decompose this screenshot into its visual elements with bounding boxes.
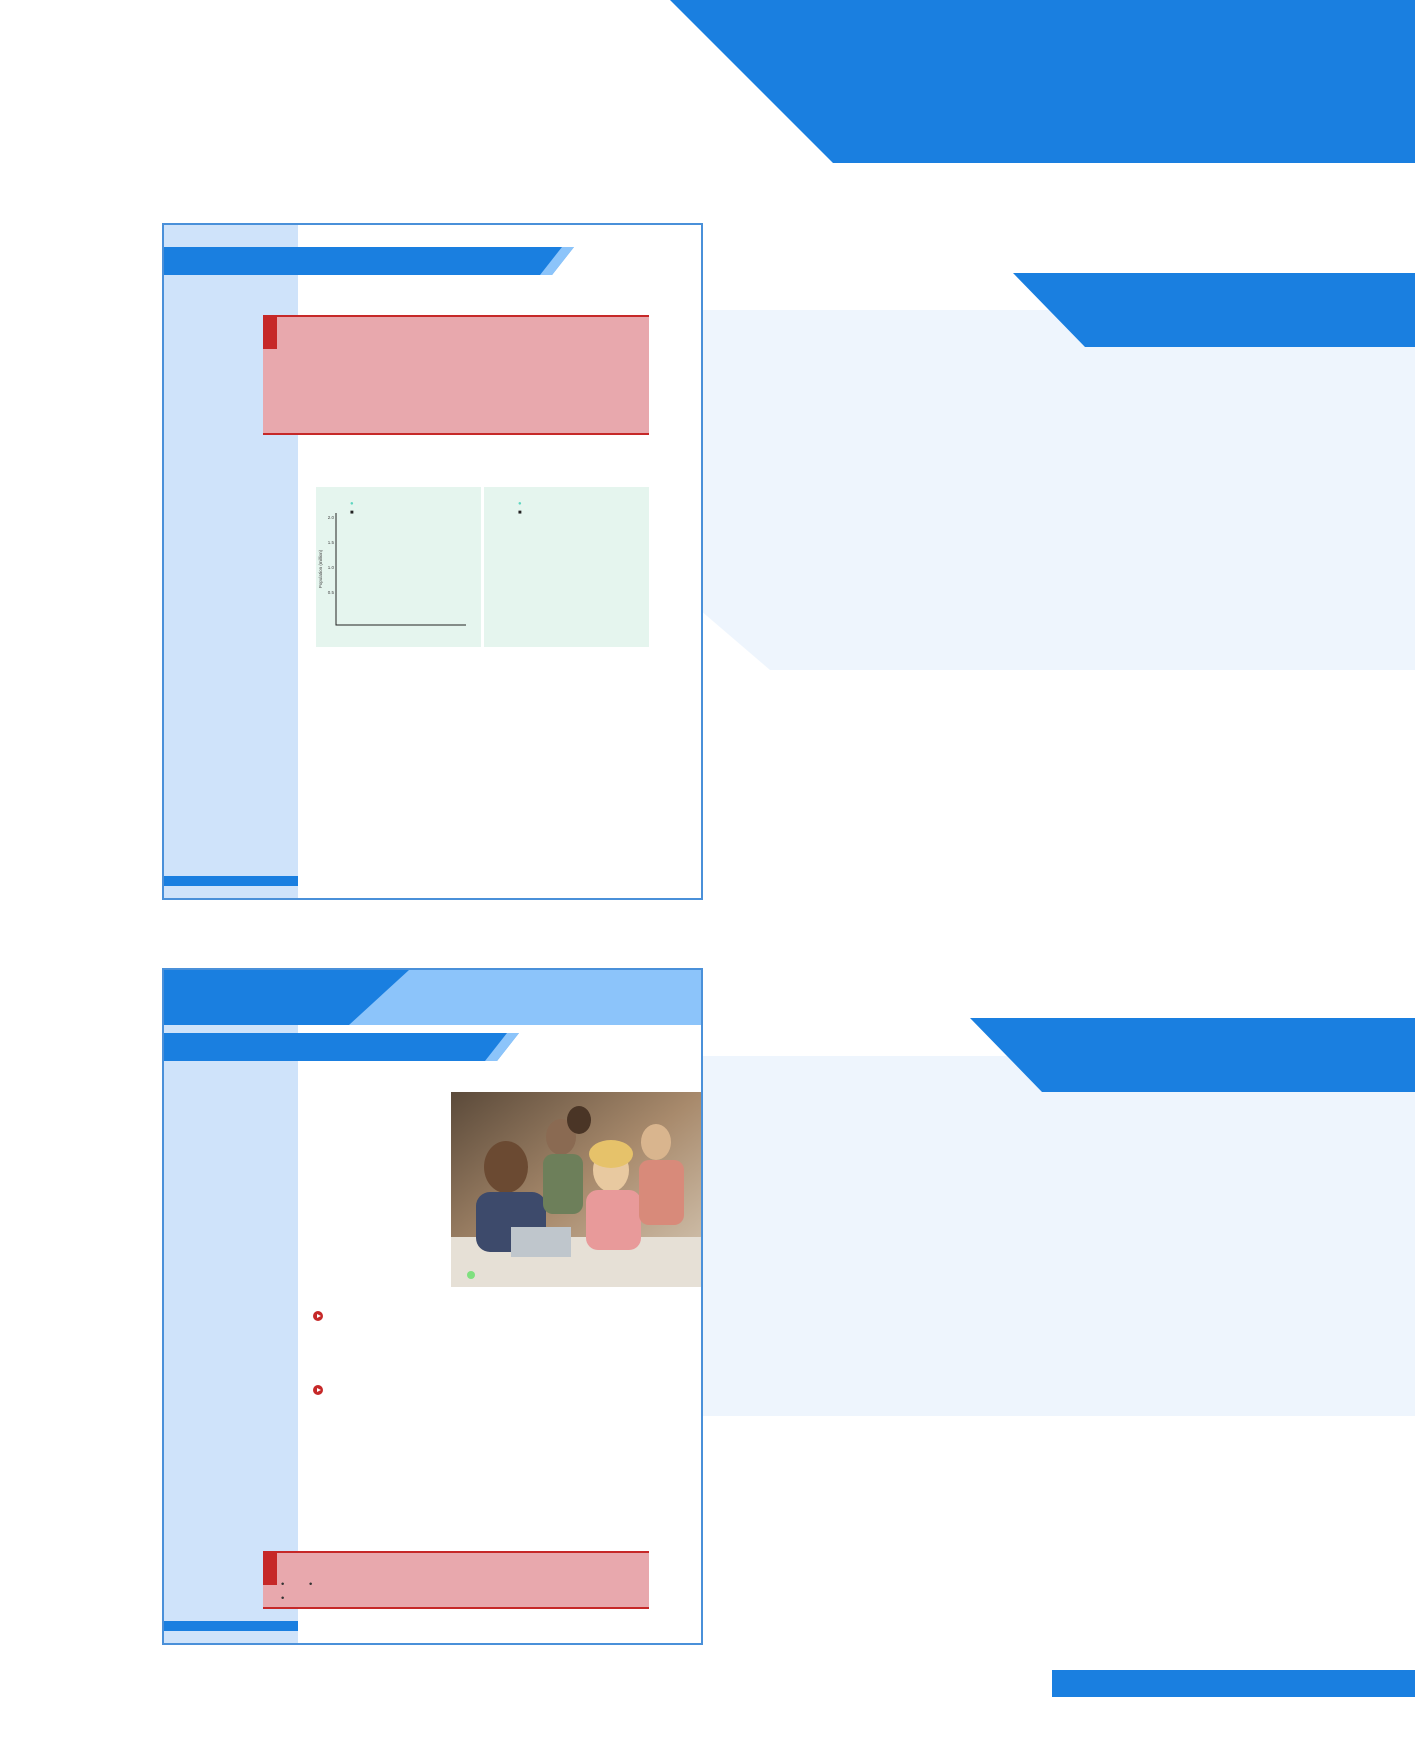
task-1-instruction bbox=[307, 449, 637, 463]
graph-country-a bbox=[316, 487, 481, 647]
section-4-description bbox=[820, 1132, 1290, 1138]
legend-total: ■ bbox=[350, 510, 354, 516]
question-item bbox=[316, 1414, 646, 1428]
option-item[interactable] bbox=[316, 1370, 646, 1384]
header-band bbox=[0, 0, 1415, 165]
match-item bbox=[316, 657, 646, 671]
legend-total: ■ bbox=[518, 510, 522, 516]
skills-tag bbox=[263, 317, 277, 349]
prep-question bbox=[316, 1204, 434, 1218]
header-shape bbox=[0, 0, 1415, 165]
match-item bbox=[316, 769, 646, 783]
task-3 bbox=[307, 1384, 637, 1398]
prep-question bbox=[316, 1162, 434, 1176]
task-4 bbox=[307, 1484, 652, 1498]
graph-country-b bbox=[484, 487, 649, 647]
book-page-speaking bbox=[162, 223, 703, 900]
question-item bbox=[316, 1428, 646, 1442]
question-item bbox=[316, 1442, 646, 1456]
audio-play-icon[interactable] bbox=[313, 1311, 323, 1321]
section-3-description bbox=[820, 388, 1290, 394]
match-item bbox=[316, 685, 646, 699]
book-ribbon bbox=[164, 1033, 519, 1061]
y-tick-label: 0.5 bbox=[327, 590, 334, 595]
section-tab-speaking bbox=[1013, 273, 1415, 347]
book-margin bbox=[164, 970, 298, 1643]
campus-header-shape bbox=[164, 970, 703, 1025]
section-3-panel bbox=[700, 310, 1415, 670]
book-ribbon bbox=[164, 247, 574, 275]
y-tick-label: 1.0 bbox=[327, 565, 334, 570]
y-tick-label: 1.5 bbox=[327, 540, 334, 545]
question-item bbox=[316, 1400, 646, 1414]
prep-question bbox=[316, 1120, 434, 1134]
panel-4-fold bbox=[700, 1056, 770, 1116]
task-2 bbox=[307, 1310, 637, 1324]
legend-over-65: ● bbox=[350, 501, 354, 507]
question-item bbox=[316, 1456, 646, 1470]
match-item bbox=[316, 713, 646, 727]
skills-box bbox=[263, 1551, 649, 1609]
option-item[interactable] bbox=[316, 1356, 646, 1370]
prep-task bbox=[307, 1088, 427, 1102]
skills-bullets: • • • bbox=[281, 1579, 313, 1604]
match-item bbox=[316, 741, 646, 755]
section-4-panel bbox=[700, 1056, 1415, 1416]
line-graph-b bbox=[484, 487, 649, 647]
audio-play-icon[interactable] bbox=[313, 1385, 323, 1395]
panel-3-fold bbox=[700, 610, 770, 670]
graph-axis bbox=[336, 513, 466, 625]
y-tick-label: 2.0 bbox=[327, 515, 334, 520]
question-item bbox=[316, 1470, 646, 1484]
option-item[interactable] bbox=[316, 1342, 646, 1356]
legend-over-65: ● bbox=[518, 501, 522, 507]
skills-tag bbox=[263, 1553, 277, 1585]
skills-box bbox=[263, 315, 649, 435]
page-footer bbox=[1052, 1670, 1415, 1697]
photo-illustration bbox=[451, 1092, 703, 1287]
book-footer bbox=[164, 876, 298, 886]
line-graph-a bbox=[316, 487, 481, 647]
match-item bbox=[316, 797, 646, 811]
book-footer bbox=[164, 1621, 298, 1631]
section-tab-on-campus bbox=[970, 1018, 1415, 1092]
y-axis-label: Population (million) bbox=[318, 549, 323, 589]
book-page-on-campus bbox=[162, 968, 703, 1645]
students-photo bbox=[451, 1092, 703, 1287]
